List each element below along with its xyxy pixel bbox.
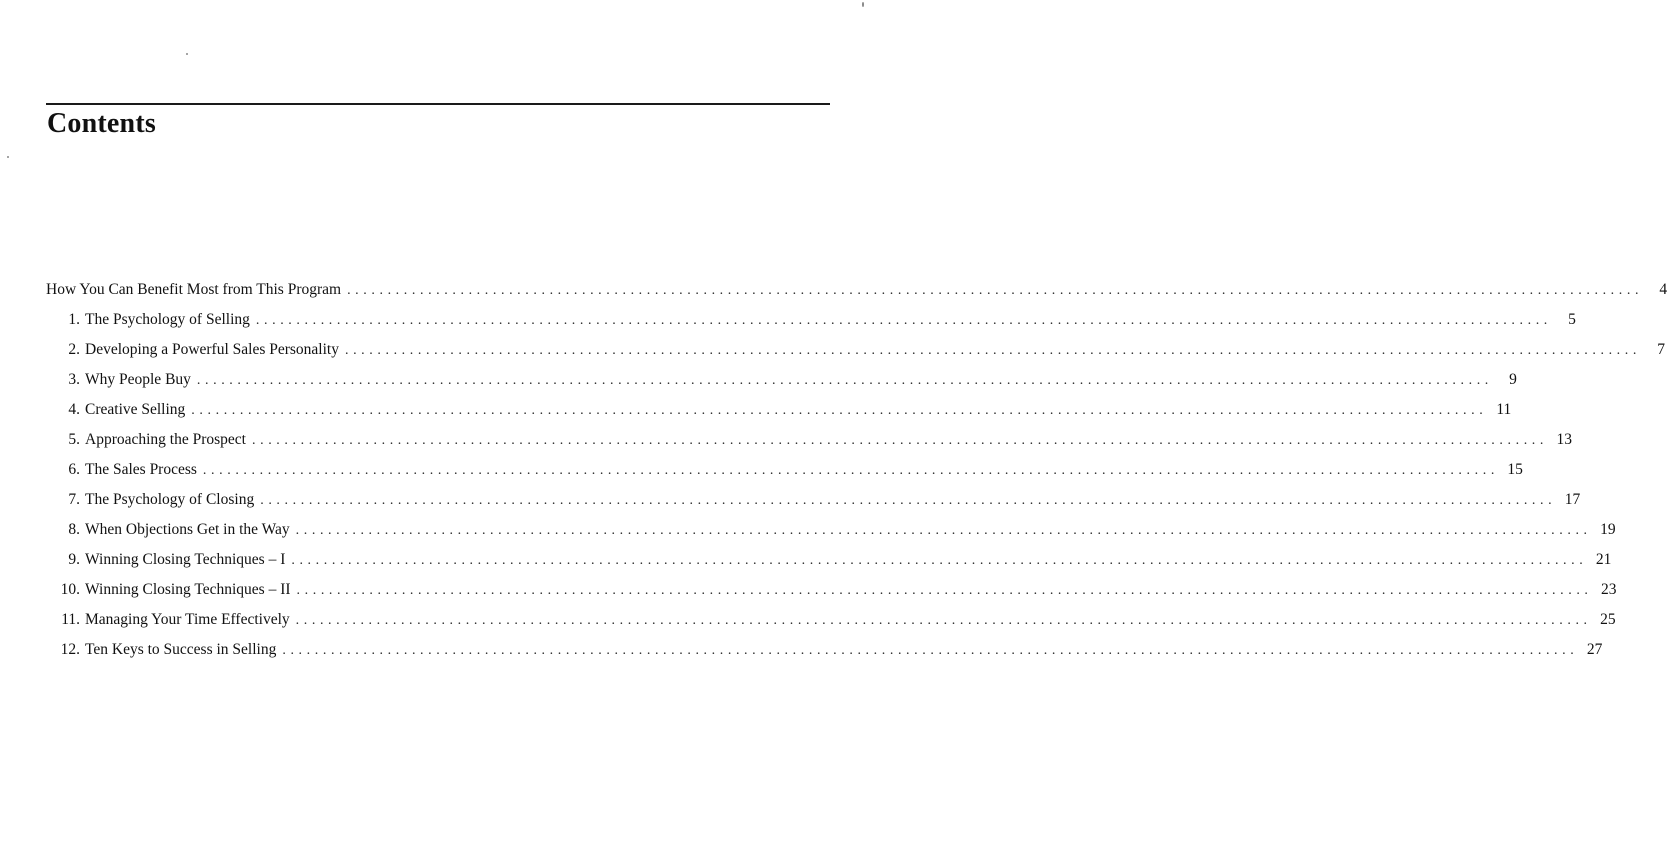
chapter-title: Winning Closing Techniques – II (85, 581, 291, 598)
chapter-number: 11. (61, 611, 80, 628)
toc-entry[interactable] (46, 311, 1576, 341)
toc-entry[interactable] (46, 521, 1616, 551)
heading-rule (46, 103, 830, 105)
toc-entry[interactable] (46, 611, 1616, 641)
toc-entry[interactable] (46, 551, 1612, 581)
chapter-number: 7. (68, 491, 80, 508)
page-number: 13 (1556, 431, 1572, 448)
page-number: 17 (1564, 491, 1581, 508)
dot-leader: ................................................................................................................................................................ (347, 283, 1644, 298)
chapter-number: 8. (68, 521, 80, 538)
dot-leader: ................................................................................................................................................................ (252, 433, 1548, 448)
scan-speck (186, 53, 188, 55)
chapter-number: 4. (68, 401, 80, 418)
chapter-number: 5. (68, 431, 80, 448)
dot-leader: ................................................................................................................................................................ (344, 343, 1641, 358)
page-number: 23 (1601, 581, 1617, 598)
chapter-title: Why People Buy (85, 371, 191, 388)
toc-entry[interactable] (46, 281, 1667, 311)
page-title: Contents (47, 108, 156, 139)
chapter-title: Managing Your Time Effectively (85, 611, 290, 628)
chapter-number: 2. (68, 341, 80, 358)
chapter-number: 10. (60, 581, 80, 598)
table-of-contents (46, 281, 1667, 671)
dot-leader: ................................................................................................................................................................ (295, 613, 1592, 628)
chapter-title: Winning Closing Techniques – I (85, 551, 286, 568)
scan-speck (862, 2, 864, 7)
chapter-number: 12. (60, 641, 80, 658)
chapter-number: 9. (68, 551, 80, 568)
chapter-number: 3. (68, 371, 80, 388)
page-number: 21 (1595, 551, 1612, 568)
chapter-number: 1. (68, 311, 80, 328)
toc-entry[interactable] (46, 431, 1572, 461)
page-number: 27 (1586, 641, 1603, 658)
dot-leader: ................................................................................................................................................................ (260, 493, 1557, 508)
toc-entry[interactable] (46, 401, 1512, 431)
page-number: 4 (1659, 281, 1667, 298)
dot-leader: ................................................................................................................................................................ (196, 373, 1493, 388)
page-number: 11 (1496, 401, 1512, 418)
scan-speck (7, 156, 9, 158)
toc-entry[interactable] (46, 461, 1523, 491)
dot-leader: ................................................................................................................................................................ (282, 643, 1579, 658)
chapter-title: How You Can Benefit Most from This Program (46, 281, 342, 298)
page-number: 9 (1509, 371, 1517, 388)
dot-leader: ................................................................................................................................................................ (296, 583, 1593, 598)
toc-entry[interactable] (46, 371, 1517, 401)
chapter-title: The Psychology of Selling (85, 311, 250, 328)
toc-entry[interactable] (46, 641, 1603, 671)
chapter-title: When Objections Get in the Way (85, 521, 290, 538)
dot-leader: ................................................................................................................................................................ (191, 403, 1488, 418)
page-number: 7 (1657, 341, 1665, 358)
page-number: 25 (1600, 611, 1616, 628)
page-number: 5 (1568, 311, 1576, 328)
chapter-title: Approaching the Prospect (85, 431, 246, 448)
chapter-number: 6. (68, 461, 80, 478)
dot-leader: ................................................................................................................................................................ (202, 463, 1499, 478)
chapter-title: Developing a Powerful Sales Personality (85, 341, 339, 358)
dot-leader: ................................................................................................................................................................ (295, 523, 1592, 538)
page-number: 19 (1600, 521, 1616, 538)
toc-entry[interactable] (46, 491, 1581, 521)
dot-leader: ................................................................................................................................................................ (291, 553, 1588, 568)
chapter-title: The Sales Process (85, 461, 197, 478)
chapter-title: The Psychology of Closing (85, 491, 255, 508)
dot-leader: ................................................................................................................................................................ (255, 313, 1552, 328)
toc-entry[interactable] (46, 341, 1665, 371)
chapter-title: Ten Keys to Success in Selling (85, 641, 277, 658)
page-number: 15 (1507, 461, 1523, 478)
chapter-title: Creative Selling (85, 401, 186, 418)
toc-entry[interactable] (46, 581, 1617, 611)
